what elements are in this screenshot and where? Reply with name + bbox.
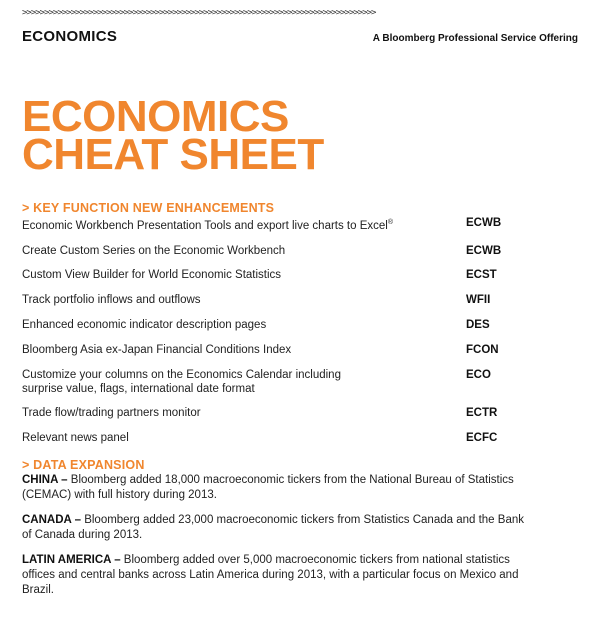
country-label: LATIN AMERICA – [22, 554, 121, 566]
function-code: ECFC [466, 432, 498, 445]
enhancements-heading: > KEY FUNCTION NEW ENHANCEMENTS [22, 201, 275, 215]
enhancements-table [22, 216, 578, 456]
function-description: Bloomberg Asia ex-Japan Financial Conditions Index [22, 343, 292, 356]
function-description: Economic Workbench Presentation Tools and export live charts to Excel® [22, 219, 394, 232]
expansion-item [22, 513, 532, 543]
function-description: Track portfolio inflows and outflows [22, 294, 201, 307]
table-row [22, 318, 578, 332]
table-row [22, 293, 578, 307]
function-description: Relevant news panel [22, 432, 129, 445]
table-row [22, 368, 578, 396]
expansion-text: Bloomberg added 23,000 macroeconomic tickers from Statistics Canada and the Bank of Canada during 2013. [22, 514, 524, 541]
function-code: WFII [466, 294, 491, 307]
expansion-item [22, 553, 532, 598]
function-code: ECO [466, 368, 491, 381]
table-row [22, 268, 578, 282]
table-row [22, 431, 578, 445]
expansion-item [22, 473, 532, 503]
function-description: Create Custom Series on the Economic Workbench [22, 244, 286, 257]
function-description: Enhanced economic indicator description pages [22, 319, 267, 332]
function-description: Trade flow/trading partners monitor [22, 407, 201, 420]
page-title [22, 92, 324, 179]
expansion-text: Bloomberg added over 5,000 macroeconomic tickers from national statistics offices and central banks across Latin America during 2013, with a particular focus on Mexico and Brazil. [22, 554, 519, 596]
table-row [22, 244, 578, 258]
section-label: ECONOMICS [22, 28, 118, 45]
function-code: FCON [466, 343, 499, 356]
header-bar [22, 28, 578, 45]
function-code: ECWB [466, 244, 502, 257]
country-label: CHINA – [22, 474, 68, 486]
chevron-divider: >>>>>>>>>>>>>>>>>>>>>>>>>>>>>>>>>>>>>>>>>>>>>>>>>>>>>>>>>>>>>>>>>>>>>>>>>>>>>>>> [22, 8, 376, 18]
title-line-1: ECONOMICS [22, 92, 289, 141]
expansion-heading: > DATA EXPANSION [22, 458, 145, 472]
function-code: ECST [466, 269, 497, 282]
expansion-text: Bloomberg added 18,000 macroeconomic tickers from the National Bureau of Statistics (CEMAC) with full history during 2013. [22, 474, 514, 501]
registered-mark: ® [387, 219, 394, 226]
function-code: ECTR [466, 407, 498, 420]
function-description: Custom View Builder for World Economic Statistics [22, 269, 282, 282]
title-line-2: CHEAT SHEET [22, 130, 324, 179]
expansion-list [22, 473, 532, 608]
table-row [22, 216, 578, 233]
country-label: CANADA – [22, 514, 81, 526]
table-row [22, 406, 578, 420]
offering-tagline: A Bloomberg Professional Service Offering [372, 33, 578, 44]
function-description: Customize your columns on the Economics Calendar including surprise value, flags, international date format [22, 368, 341, 395]
function-code: ECWB [466, 217, 502, 229]
table-row [22, 343, 578, 357]
function-code: DES [466, 319, 490, 332]
